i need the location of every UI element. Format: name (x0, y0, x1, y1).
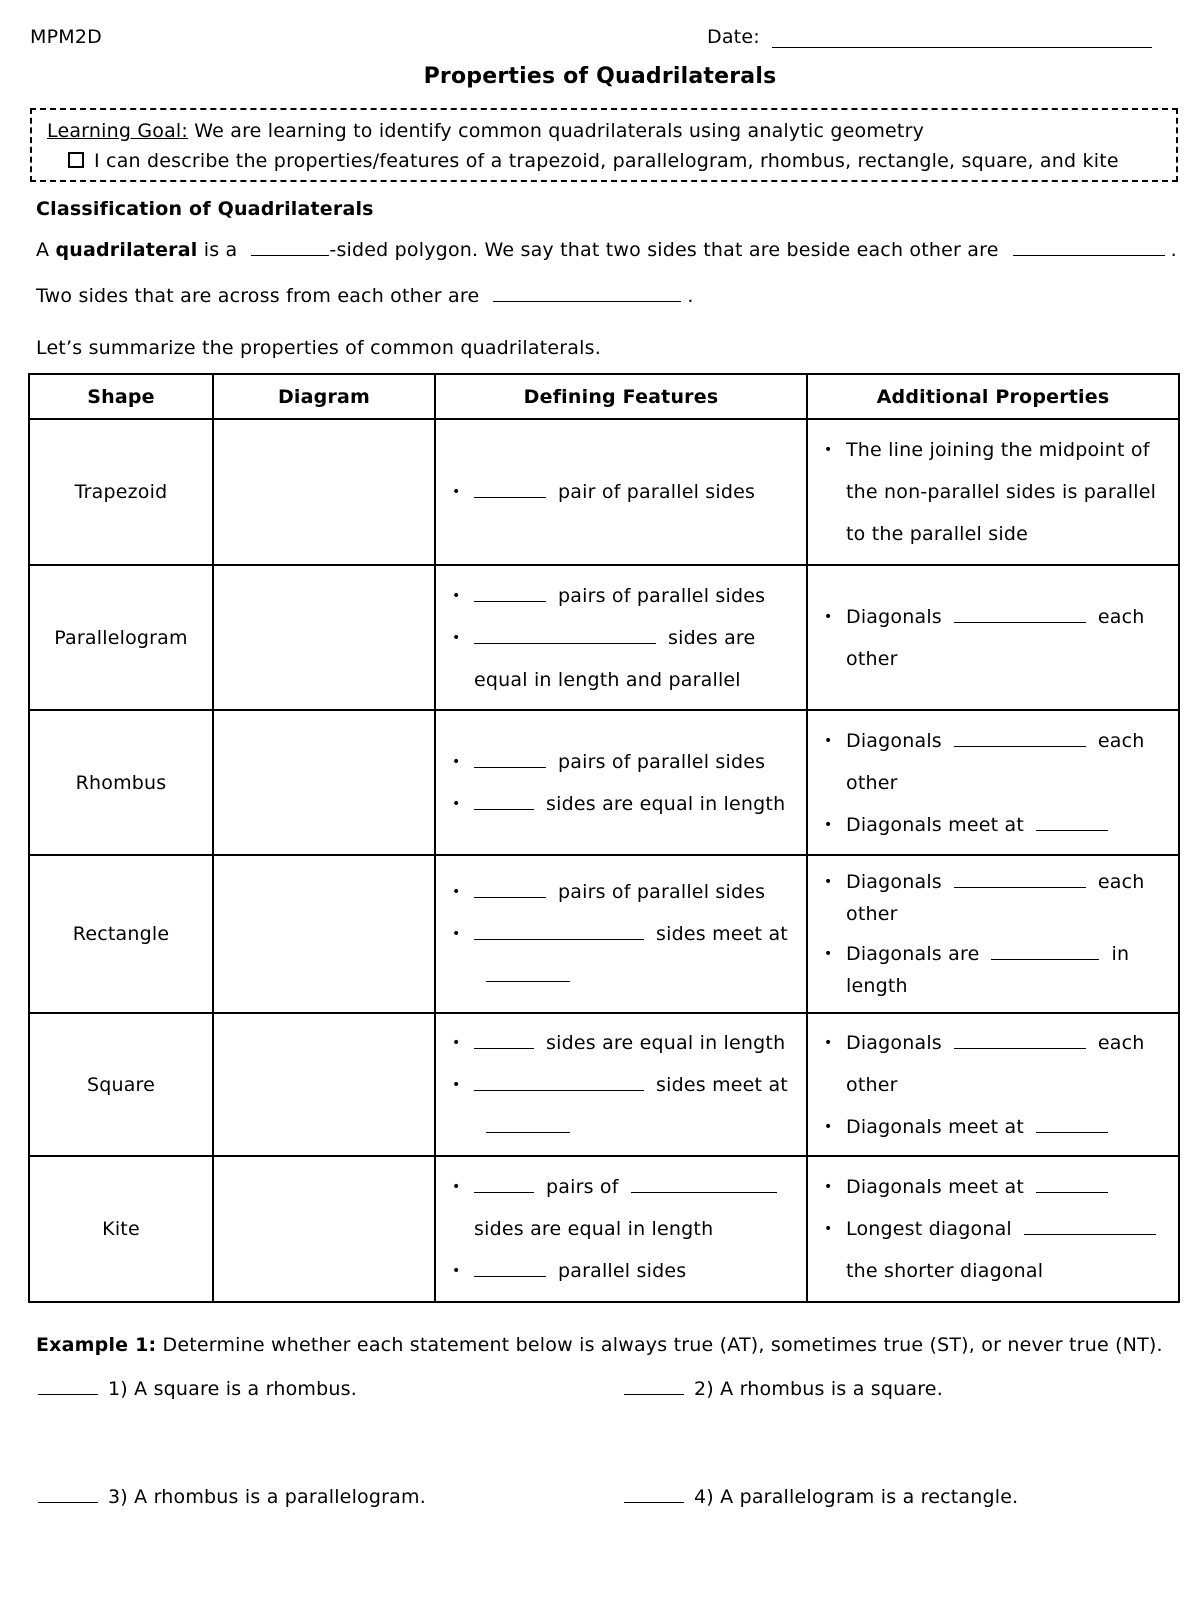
question-item (624, 1376, 943, 1400)
blank[interactable] (954, 869, 1086, 888)
list-item (820, 720, 1168, 804)
question-text: 2) A rhombus is a square. (694, 1378, 943, 1400)
blank[interactable] (474, 879, 546, 898)
example-heading (36, 1334, 1163, 1356)
text: pairs of parallel sides (558, 750, 766, 773)
intro-line-2 (36, 283, 694, 307)
text: Longest diagonal (846, 1218, 1012, 1240)
list-item (448, 471, 796, 513)
shape-name: Parallelogram (29, 565, 213, 710)
blank[interactable] (1036, 812, 1108, 831)
diagram-cell[interactable] (213, 419, 435, 565)
text: Diagonals (846, 871, 942, 893)
table-row (29, 855, 1179, 1013)
text: sides meet at (656, 923, 788, 945)
text: Diagonals are (846, 943, 980, 965)
blank[interactable] (954, 604, 1086, 623)
text: A (36, 239, 56, 261)
shape-name: Rhombus (29, 710, 213, 855)
additional-properties (807, 1156, 1179, 1302)
list-item (820, 866, 1168, 930)
defining-features (435, 710, 807, 855)
question-text: 4) A parallelogram is a rectangle. (694, 1486, 1019, 1508)
blank[interactable] (954, 728, 1086, 747)
text: pairs of parallel sides (558, 881, 766, 903)
blank[interactable] (1024, 1216, 1156, 1235)
defining-features (435, 419, 807, 565)
intro-line-3: Let’s summarize the properties of common quadrilaterals. (36, 337, 601, 359)
question-item (624, 1484, 1018, 1508)
text: sides are equal in length (546, 792, 786, 815)
diagram-cell[interactable] (213, 710, 435, 855)
text: -sided polygon. We say that two sides that are beside each other are (329, 239, 999, 261)
list-item (448, 783, 796, 825)
list-item (448, 871, 796, 913)
diagram-cell[interactable] (213, 565, 435, 710)
list-item (448, 741, 796, 783)
learning-goal (47, 120, 924, 142)
text: Diagonals meet at (846, 813, 1025, 836)
text: pairs of (546, 1176, 619, 1198)
text: Diagonals (846, 605, 942, 628)
shape-name: Trapezoid (29, 419, 213, 565)
blank[interactable] (474, 1174, 534, 1193)
additional-properties (807, 1013, 1179, 1156)
blank[interactable] (474, 1072, 644, 1091)
defining-features (435, 1013, 807, 1156)
checkbox-icon[interactable] (68, 152, 84, 168)
text: sides are equal in length and parallel (474, 626, 756, 691)
table-row (29, 710, 1179, 855)
text: sides meet at (656, 1073, 788, 1096)
additional-properties (807, 419, 1179, 565)
blank[interactable] (493, 283, 681, 302)
text: pairs of parallel sides (558, 584, 766, 607)
blank[interactable] (486, 1114, 570, 1133)
text: each other (846, 1031, 1145, 1096)
course-code: MPM2D (30, 26, 102, 48)
diagram-cell[interactable] (213, 1156, 435, 1302)
page-title: Properties of Quadrilaterals (423, 64, 777, 89)
blank[interactable] (474, 625, 656, 644)
blank[interactable] (474, 921, 644, 940)
text: in length (846, 943, 1130, 997)
defining-features (435, 855, 807, 1013)
text: each other (846, 605, 1145, 670)
text: Diagonals meet at (846, 1115, 1025, 1138)
text: Diagonals (846, 1031, 942, 1054)
answer-blank[interactable] (624, 1484, 684, 1503)
list-item (448, 1064, 796, 1148)
column-header: Additional Properties (807, 374, 1179, 419)
blank[interactable] (474, 1030, 534, 1049)
blank[interactable] (474, 791, 534, 810)
defining-features (435, 565, 807, 710)
blank[interactable] (1036, 1114, 1108, 1133)
table-row (29, 565, 1179, 710)
blank[interactable] (486, 963, 570, 982)
blank[interactable] (1036, 1174, 1108, 1193)
table-row (29, 419, 1179, 565)
answer-blank[interactable] (38, 1376, 98, 1395)
learning-goal-label: Learning Goal: (47, 120, 188, 142)
list-item (448, 575, 796, 617)
intro-line-1 (36, 237, 1177, 261)
section-heading: Classification of Quadrilaterals (36, 198, 374, 220)
shape-name: Rectangle (29, 855, 213, 1013)
text: each other (846, 729, 1145, 794)
question-item (38, 1484, 426, 1508)
additional-properties (807, 855, 1179, 1013)
answer-blank[interactable] (38, 1484, 98, 1503)
additional-properties (807, 710, 1179, 855)
list-item (820, 1166, 1168, 1208)
table-row (29, 1156, 1179, 1302)
text: . (687, 285, 694, 307)
blank[interactable] (991, 941, 1099, 960)
blank[interactable] (954, 1030, 1086, 1049)
term-quadrilateral: quadrilateral (55, 239, 198, 261)
text: Diagonals meet at (846, 1176, 1025, 1198)
list-item (820, 596, 1168, 680)
blank[interactable] (474, 1258, 546, 1277)
blank[interactable] (474, 583, 546, 602)
text: . (1170, 239, 1177, 261)
question-text: 1) A square is a rhombus. (108, 1378, 357, 1400)
question-item (38, 1376, 357, 1400)
list-item (448, 1250, 796, 1292)
learning-goal-text: We are learning to identify common quadrilaterals using analytic geometry (188, 120, 925, 142)
diagram-cell[interactable] (213, 855, 435, 1013)
text: each other (846, 871, 1145, 925)
additional-properties (807, 565, 1179, 710)
success-criteria (68, 150, 1119, 172)
table-row (29, 1013, 1179, 1156)
example-label: Example 1: (36, 1334, 157, 1356)
list-item (448, 617, 796, 701)
column-header: Defining Features (435, 374, 807, 419)
list-item (448, 1022, 796, 1064)
diagram-cell[interactable] (213, 1013, 435, 1156)
column-header: Diagram (213, 374, 435, 419)
question-text: 3) A rhombus is a parallelogram. (108, 1486, 426, 1508)
list-item (820, 938, 1168, 1002)
table-header-row (29, 374, 1179, 419)
text: sides are equal in length (546, 1031, 786, 1054)
blank[interactable] (1013, 237, 1165, 256)
list-item: • The line joining the midpoint of the non-parallel sides is parallel to the parallel side (820, 429, 1168, 555)
blank[interactable] (474, 479, 546, 498)
blank[interactable] (251, 237, 329, 256)
text: sides are equal in length (474, 1218, 714, 1240)
success-criteria-text: I can describe the properties/features of a trapezoid, parallelogram, rhombus, rectangle, square, and kite (94, 150, 1119, 172)
list-item (820, 1208, 1168, 1292)
date-label: Date: (707, 26, 760, 48)
answer-blank[interactable] (624, 1376, 684, 1395)
text: pair of parallel sides (558, 481, 756, 503)
text: the shorter diagonal (846, 1260, 1044, 1282)
list-item (448, 1166, 796, 1250)
blank[interactable] (631, 1174, 777, 1193)
properties-table (28, 373, 1180, 1303)
text: parallel sides (558, 1260, 687, 1282)
defining-features (435, 1156, 807, 1302)
list-item (820, 1022, 1168, 1106)
column-header: Shape (29, 374, 213, 419)
list-item (820, 1106, 1168, 1148)
shape-name: Square (29, 1013, 213, 1156)
text: is a (197, 239, 238, 261)
text: Diagonals (846, 729, 942, 752)
blank[interactable] (474, 749, 546, 768)
list-item (820, 804, 1168, 846)
date-input-line[interactable] (772, 47, 1152, 48)
shape-name: Kite (29, 1156, 213, 1302)
text: Two sides that are across from each other are (36, 285, 480, 307)
example-text: Determine whether each statement below is always true (AT), sometimes true (ST), or never true (NT). (156, 1334, 1163, 1356)
list-item (448, 913, 796, 997)
